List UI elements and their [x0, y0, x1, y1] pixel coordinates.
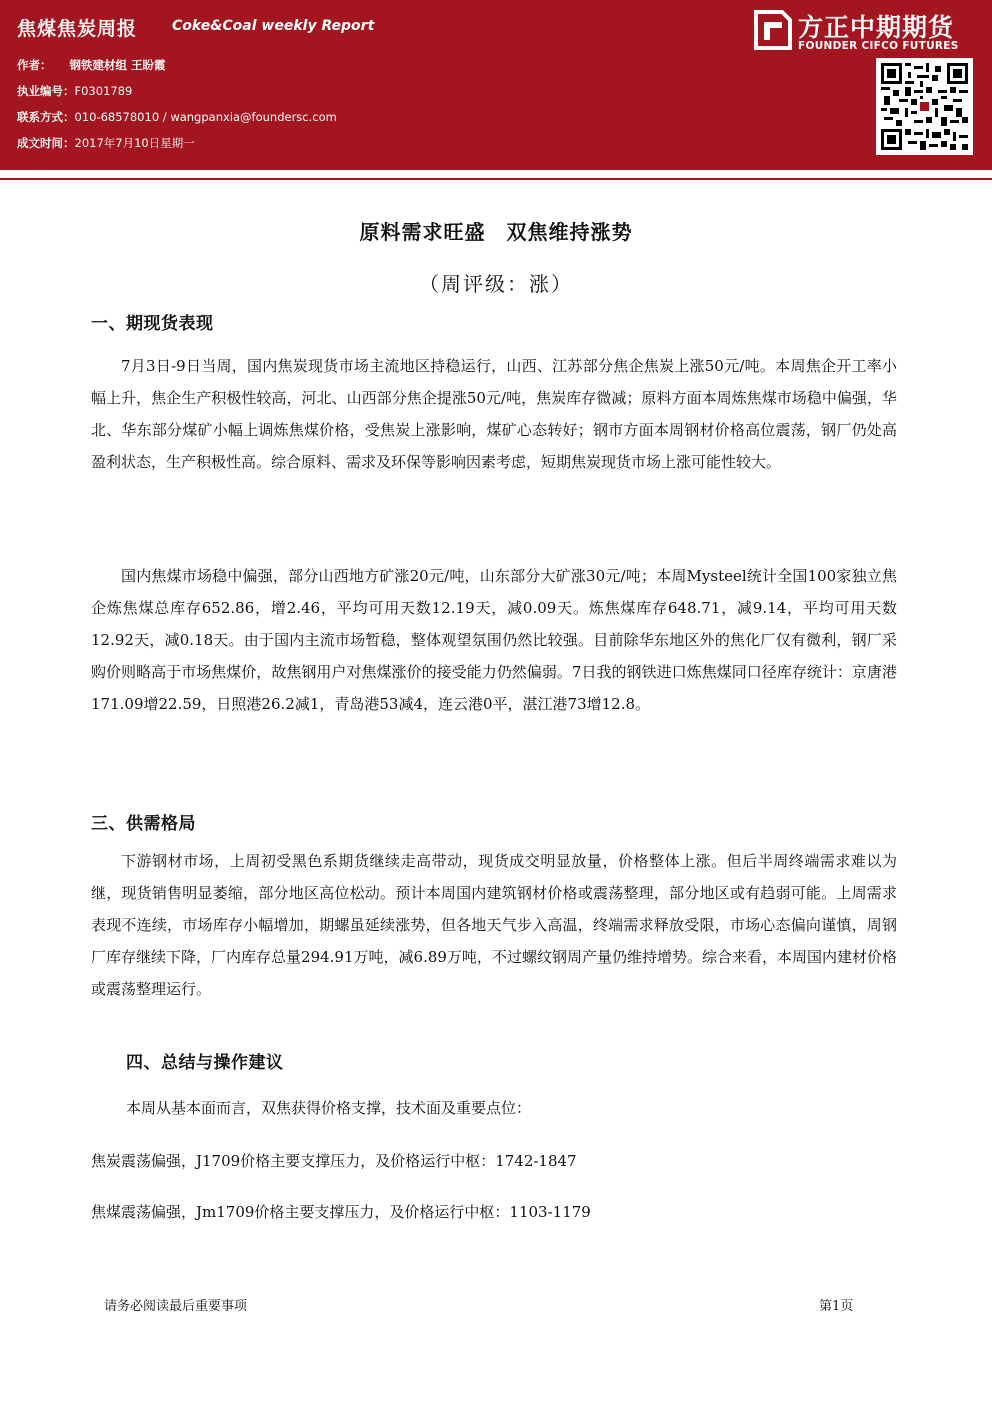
contact-value: 010-68578010 / wangpanxia@foundersc.com [74, 110, 337, 124]
company-logo [752, 8, 982, 58]
author-row [17, 57, 166, 73]
summary-intro: 本周从基本面而言，双焦获得价格支撑，技术面及重要点位： [126, 1099, 532, 1117]
report-header [0, 0, 992, 170]
logo-mark-icon [752, 10, 792, 50]
report-title: 焦煤焦炭周报 [17, 18, 138, 40]
qr-code-icon [876, 58, 973, 155]
date-row [17, 135, 195, 151]
coal-outlook-line: 焦煤震荡偏强，Jm1709价格主要支撑压力，及价格运行中枢：1103-1179 [91, 1203, 591, 1221]
license-label: 执业编号： [17, 84, 75, 98]
section-heading-summary: 四、总结与操作建议 [126, 1053, 284, 1073]
page-number: 第1页 [819, 1299, 854, 1314]
report-subtitle: Coke&Coal weekly Report [172, 18, 375, 34]
license-row [17, 83, 132, 99]
footer-notice: 请务必阅读最后重要事项 [104, 1299, 248, 1314]
section-heading-supply-demand: 三、供需格局 [91, 814, 196, 834]
header-divider [0, 170, 992, 180]
document-title: 原料需求旺盛 双焦维持涨势 [359, 220, 633, 244]
author-value: 钢铁建材组 王盼霞 [69, 58, 166, 72]
coke-outlook-line: 焦炭震荡偏强，J1709价格主要支撑压力，及价格运行中枢：1742-1847 [91, 1152, 577, 1170]
paragraph-coking-coal-market: 国内焦煤市场稳中偏强，部分山西地方矿涨20元/吨，山东部分大矿涨30元/吨；本周Mysteel统计全国100家独立焦企炼焦煤总库存652.86，增2.46，平均可用天数12.19天，减0.09天。炼焦煤库存648.71，减9.14，平均可用天数12.92天，减0.18天。由于国内主流市场暂稳，整体观望氛围仍然比较强。目前除华东地区外的焦化厂仅有微利，钢厂采购价则略高于市场焦煤价，故焦钢用户对焦煤涨价的接受能力仍然偏弱。7日我的钢铁进口炼焦煤同口径库存统计：京唐港171.09增22.59，日照港26.2减1，青岛港53减4，连云港0平，湛江港73增12.8。 [91, 567, 897, 713]
author-label: 作者： [17, 58, 52, 72]
date-value: 2017年7月10日星期一 [74, 136, 195, 150]
paragraph-steel-market: 下游钢材市场，上周初受黑色系期货继续走高带动，现货成交明显放量，价格整体上涨。但后半周终端需求难以为继，现货销售明显萎缩，部分地区高位松动。预计本周国内建筑钢材价格或震荡整理，部分地区或有趋弱可能。上周需求表现不连续，市场库存小幅增加，期螺虽延续涨势，但各地天气步入高温，终端需求释放受限，市场心态偏向谨慎，周钢厂库存继续下降，厂内库存总量294.91万吨，减6.89万吨，不过螺纹钢周产量仍维持增势。综合来看，本周国内建材价格或震荡整理运行。 [91, 852, 897, 998]
date-label: 成文时间： [17, 136, 75, 150]
qr-code-graphic [881, 63, 968, 150]
paragraph-coke-market: 7月3日-9日当周，国内焦炭现货市场主流地区持稳运行，山西、江苏部分焦企焦炭上涨50元/吨。本周焦企开工率小幅上升，焦企生产积极性较高，河北、山西部分焦企提涨50元/吨，焦炭库存微减；原料方面本周炼焦煤市场稳中偏强，华北、华东部分煤矿小幅上调炼焦煤价格，受焦炭上涨影响，煤矿心态转好；钢市方面本周钢材价格高位震荡，钢厂仍处高盈利状态，生产积极性高。综合原料、需求及环保等影响因素考虑，短期焦炭现货市场上涨可能性较大。 [91, 357, 897, 471]
logo-text-cn: 方正中期期货 [798, 13, 955, 42]
logo-text-en: FOUNDER CIFCO FUTURES [798, 40, 959, 52]
contact-label: 联系方式： [17, 110, 75, 124]
section-heading-market-performance: 一、期现货表现 [91, 314, 214, 334]
weekly-rating: （周评级：涨） [419, 272, 573, 296]
contact-row [17, 109, 337, 125]
license-value: F0301789 [74, 84, 133, 98]
